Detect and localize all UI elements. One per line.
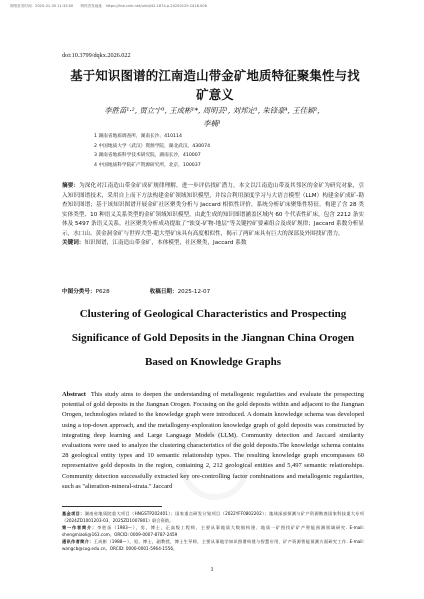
english-title-line1: Clustering of Geological Characteristics and Prospecting xyxy=(79,308,347,320)
received-value: 2025-12-07 xyxy=(177,289,211,295)
affiliation-1: 1 湖南省地质调查所，湖南长沙，410114 xyxy=(94,134,182,139)
footnote-first-author-text: 李胜苗（1983—），男，博士，正高级工程师，主要从事地质大数据构建、地质一矿图找矿矿产智能预测领域研究. E-mail: shengmiaoli@163.com。ORCID: 0009-0007-8787-2459 xyxy=(62,525,364,538)
chinese-abstract xyxy=(62,182,364,249)
footnote-funding-text: 湖南省地质院重大项目（HNGSTP202401）；国家重点研发计划项目（2022YFF0802202）；地球深部探测与矿产资源勘查国家科技重大专项（2024ZD1001203-03、2025ZD1007801）联合资助。 xyxy=(62,511,364,524)
footnote-funding-label: 基金项目： xyxy=(62,511,85,516)
footnote-first-author-label: 第一作者简介： xyxy=(62,525,98,531)
author-list xyxy=(62,104,362,130)
footnotes xyxy=(62,510,364,553)
english-abstract xyxy=(62,390,371,492)
affiliations xyxy=(94,132,354,170)
keywords-cn: 知识图谱，江南造山带金矿，本体模型，社区聚类，Jaccard 系数 xyxy=(84,240,247,246)
footnote-funding xyxy=(62,510,364,524)
clc-label: 中图分类号： xyxy=(62,289,96,295)
english-title-line3: Based on Knowledge Graphs xyxy=(145,356,281,368)
chinese-title-line2: 矿意义 xyxy=(196,87,234,102)
online-publish-info: 网络首发时间：2025-01-30 11:33:00 网络首发地址：https://link.cnki.net/urlid/42.1874.p.20250129.1418.006 xyxy=(10,4,207,8)
english-title xyxy=(62,302,364,374)
affiliation-2: 2 中国地质大学（武汉）资源学院，湖北武汉，430074 xyxy=(94,143,211,149)
footnote-corresponding-text: 王成彬（1988—），男，博士，副教授，博士生导师，主要从事地学知识图谱构建与智慧应用、矿产资源智能预测方面研究工作. E-mail: wangcb@cug.edu.cn。ORCID: 0000-0001-5964-1556。 xyxy=(62,539,364,552)
abstract-en-label: Abstract xyxy=(62,391,86,398)
keywords-cn-label: 关键词： xyxy=(62,240,85,246)
footnote-corresponding-label: 通讯作者简介： xyxy=(62,539,94,545)
abstract-cn-label: 摘要： xyxy=(62,183,80,189)
footnote-first-author xyxy=(62,524,364,538)
clc-value: P628 xyxy=(95,289,110,295)
classification-row xyxy=(62,287,364,295)
footnote-corresponding-author xyxy=(62,538,364,552)
affiliation-4: 4 中国地质科学院矿产资源研究所，北京，100037 xyxy=(94,162,201,168)
english-title-line2: Significance of Gold Deposits in the Jiangnan China Orogen xyxy=(71,332,355,344)
abstract-cn-text: 为深化对江南造山带金矿成矿规律理解，进一步评估找矿潜力，本文以江南造山带及其邻区的金矿为研究对象，引入知识图谱技术，采用自上而下方法构建金矿领域知识模型，并综合利用深度学习与大语言模型（LLM）构建金矿成矿-勘查知识图谱；基于该知识图谱开展金矿社区聚类分析与 Jaccard 相似性评价，系统分析矿床聚集性特征。构建了含 28 类实体类型、10 种语义关系类型的金矿领域知识模型，由此生成的知识图谱涵盖区域内 60 个代表性矿床，包含 2212 条实体及 5497 条语义关系。社区聚类分析成功提取了“蚀变-矿物-地层”等关键控矿要素组合及成矿规律；Jaccard 系数分析显示，水口山、黄金洞金矿与世界大型-超大型矿床具有高度相似性，揭示了两矿床具有巨大的深部及外围找矿潜力。 xyxy=(62,183,364,237)
received-label: 收稿日期： xyxy=(149,289,178,295)
affiliation-3: 3 湖南省地质科学技术研究院，湖南长沙，410007 xyxy=(94,153,201,159)
page-number: 1 xyxy=(210,566,214,573)
footnote-divider xyxy=(62,506,162,507)
chinese-title-line1: 基于知识图谱的江南造山带金矿地质特征聚集性与找 xyxy=(70,68,360,83)
author-line1: 李胜苗¹·², 贾立宁³, 王成彬¹*, 周明芸¹, 刘邦定¹, 朱锋豪⁴, 王佳颖², xyxy=(104,106,320,115)
abstract-en-text: This study aims to deepen the understanding of metallogenic regularities and evaluate the prospecting potential of gold deposits in the Jiangnan Orogen. Focusing on the gold deposits within and adjacent to the Jiangnan Orogen, technologies related to the knowledge graph were introduced. A domain knowledge schema was developed using a top-down approach, and the metallogeny-exploration knowledge graph of gold deposits was constructed by integrating deep learning and Large Language Models (LLM). Community detection and Jaccard similarity evaluations were used to analyze the clustering characteristics of the gold deposits.The knowledge schema contains 28 geological entity types and 10 semantic relationship types. The resulting knowledge graph encompasses 60 representative gold deposits in the region, containing 2, 212 geological entities and 5,497 semantic relationships. Community detection successfully extracted key ore-controlling factor combinations and metallogenic regularities, such as "alteration-mineral-strata." Jaccard xyxy=(62,391,371,490)
chinese-title xyxy=(62,66,368,104)
doi[interactable]: doi:10.3799/dqkx.2026.022 xyxy=(62,52,131,59)
author-line2: 李楠¹ xyxy=(203,119,221,128)
